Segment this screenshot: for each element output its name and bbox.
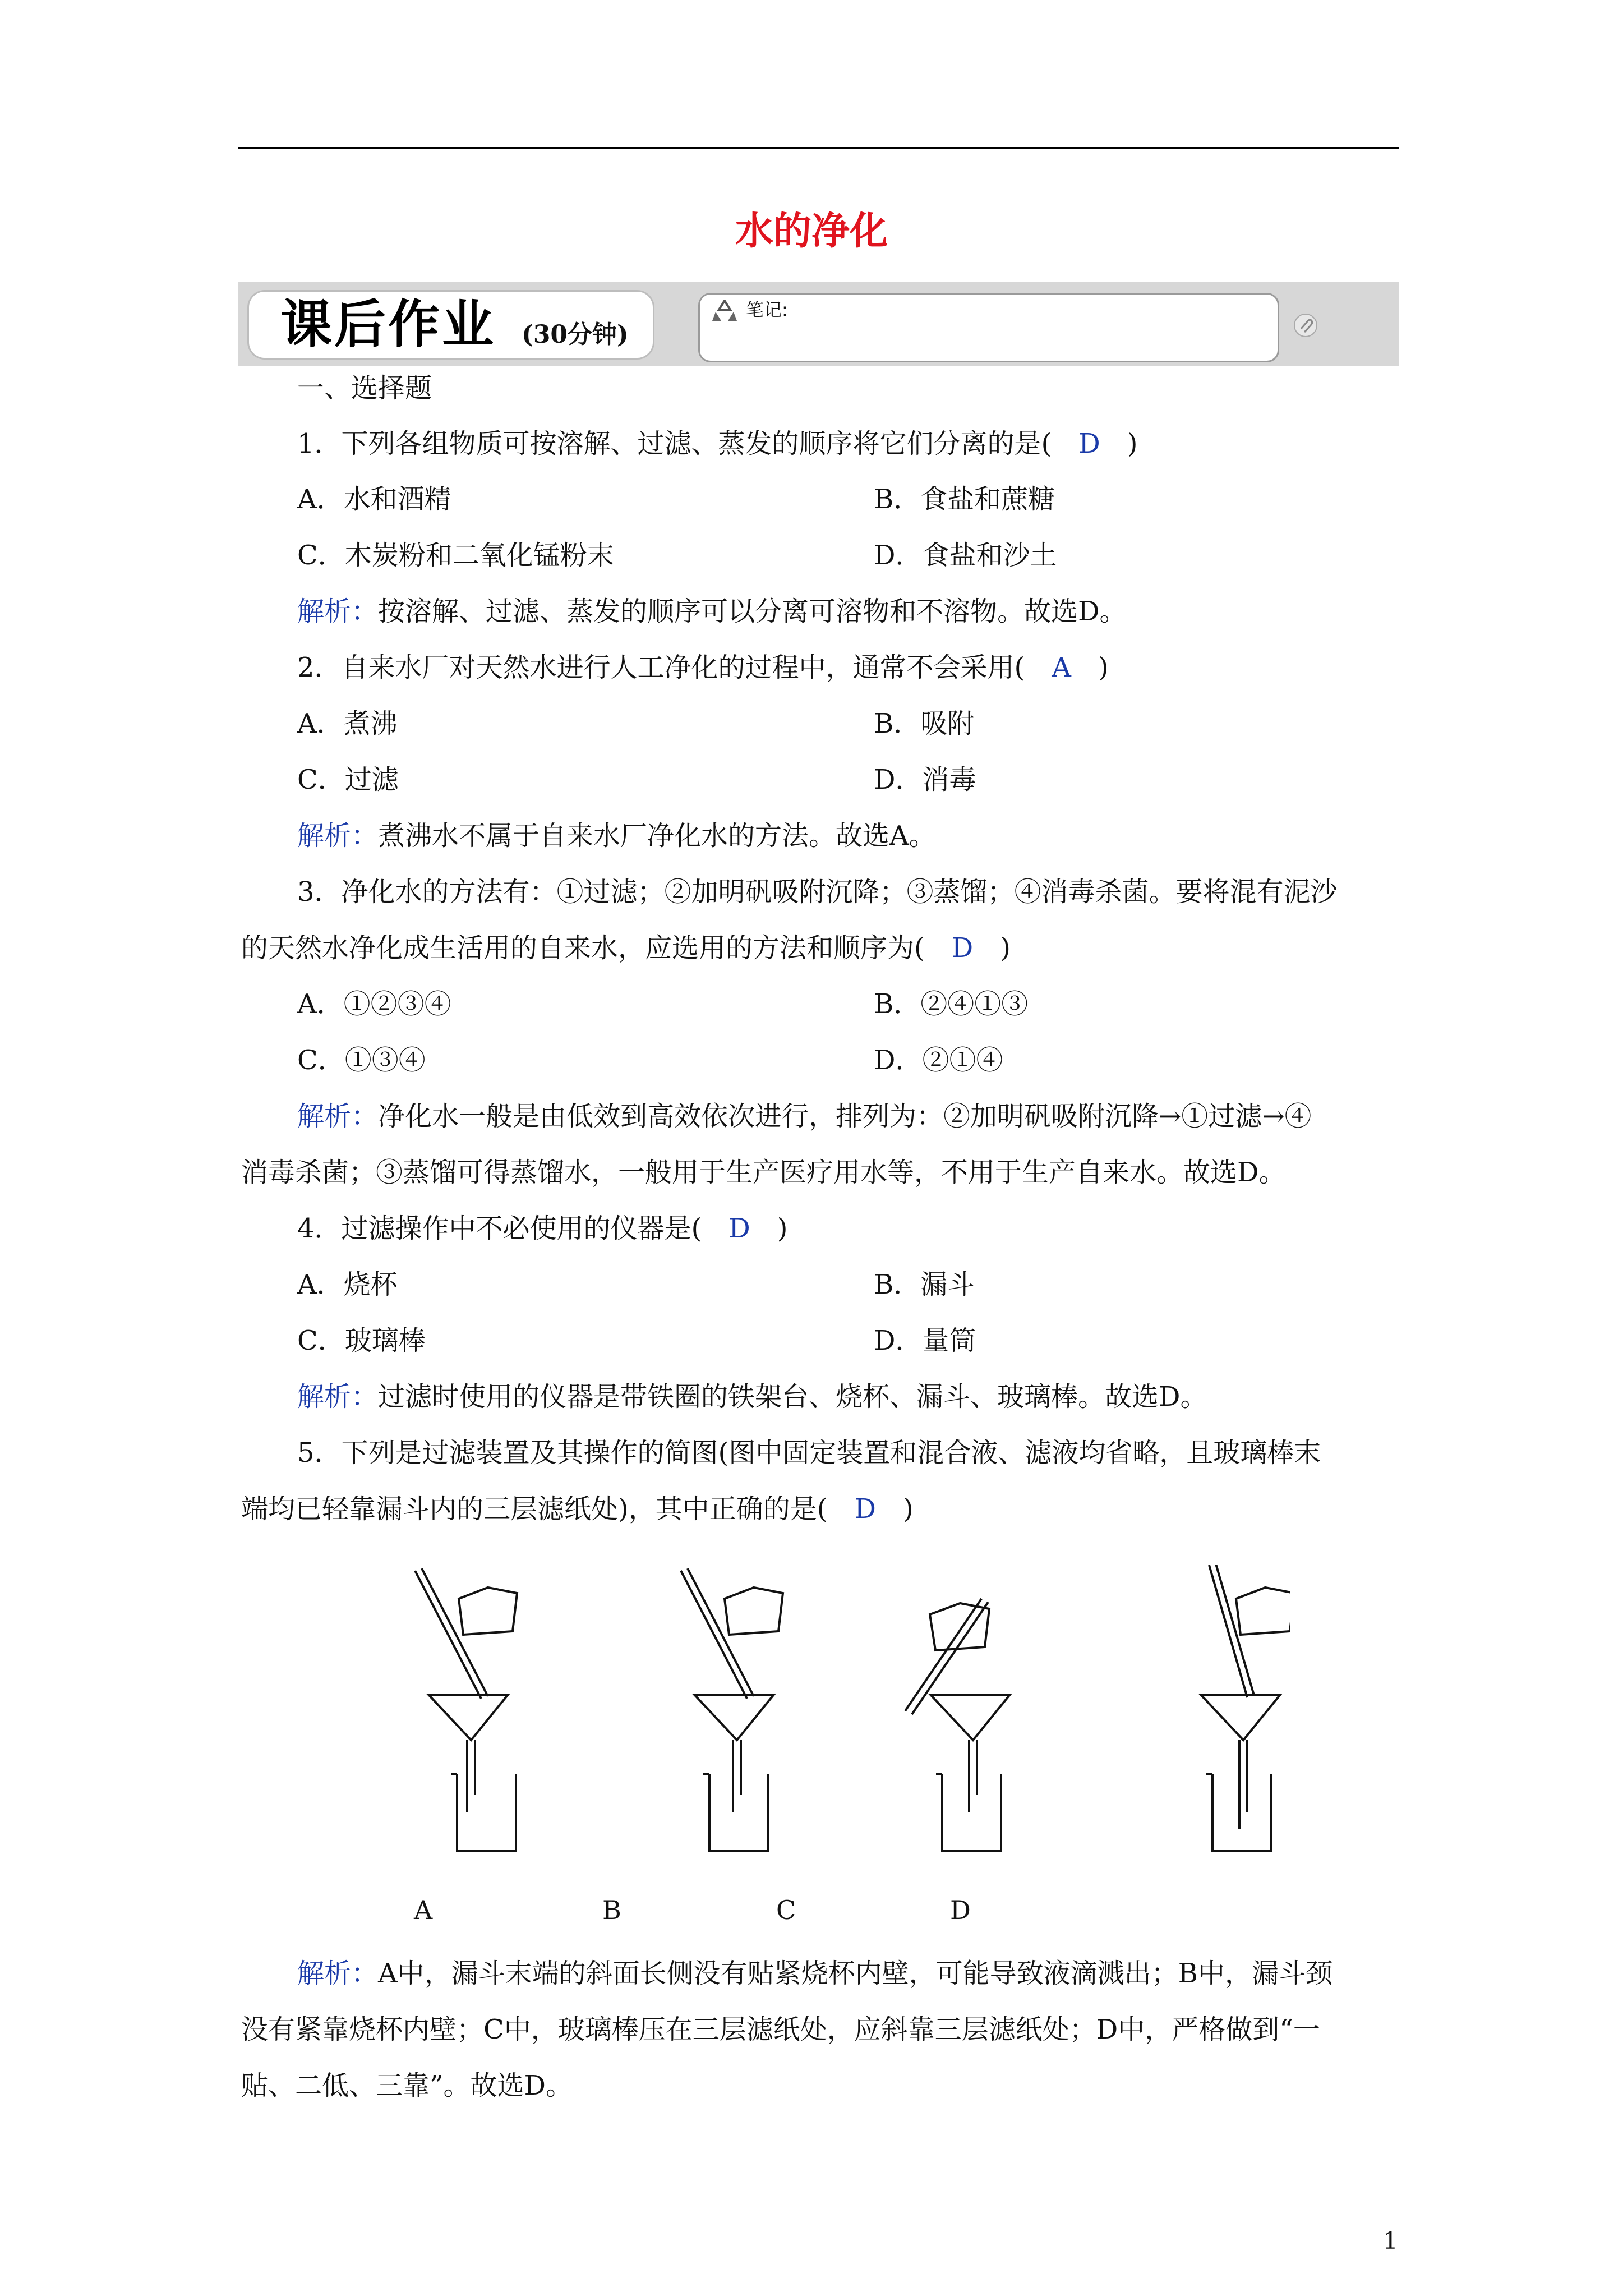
q1-stem-end: ) xyxy=(1100,428,1138,459)
q3-analysis-cont: 消毒杀菌；③蒸馏可得蒸馏水，一般用于生产医疗用水等，不用于生产自来水。故选D。 xyxy=(241,1157,1286,1188)
q2-stem-end: ) xyxy=(1071,652,1109,683)
q1-stem: 1．下列各组物质可按溶解、过滤、蒸发的顺序将它们分离的是( xyxy=(297,428,1079,459)
q1-analysis-label: 解析： xyxy=(297,596,379,627)
q3-stem-end: ) xyxy=(973,932,1011,964)
q2-stem: 2．自来水厂对天然水进行人工净化的过程中，通常不会采用( xyxy=(297,652,1052,683)
q5-stem-end: ) xyxy=(875,1493,914,1525)
q5-analysis-cont: 没有紧靠烧杯内壁；C中，玻璃棒压在三层滤纸处，应斜靠三层滤纸处；D中，严格做到“一 xyxy=(241,2014,1320,2045)
q5-analysis xyxy=(297,1960,1332,1987)
q3-option-c: C．①③④ xyxy=(297,1045,426,1076)
q4-analysis xyxy=(297,1383,1207,1410)
page-number: 1 xyxy=(1383,2227,1398,2254)
apparatus-d xyxy=(1201,1565,1290,1851)
paperclip-icon xyxy=(1292,312,1319,339)
q3-analysis xyxy=(297,1103,1311,1130)
q4-option-d: D．量筒 xyxy=(874,1325,976,1356)
q1-option-c: C．木炭粉和二氧化锰粉末 xyxy=(297,540,614,571)
question-2 xyxy=(297,654,1109,681)
apparatus-c xyxy=(905,1599,1009,1851)
q3-option-a: A．①②③④ xyxy=(297,988,451,1020)
q3-option-d: D．②①④ xyxy=(874,1045,1003,1076)
figure-label-c: C xyxy=(776,1895,796,1925)
q2-answer: A xyxy=(1052,652,1071,683)
q4-stem: 4．过滤操作中不必使用的仪器是( xyxy=(297,1213,729,1244)
q1-option-d: D．食盐和沙土 xyxy=(874,540,1057,571)
question-3-cont xyxy=(241,932,1011,964)
q2-option-d: D．消毒 xyxy=(874,764,976,795)
q4-option-b: B．漏斗 xyxy=(874,1269,975,1300)
banner-time: (30分钟) xyxy=(522,320,629,349)
apparatus-a xyxy=(415,1568,517,1851)
question-5: 5．下列是过滤装置及其操作的简图(图中固定装置和混合液、滤液均省略，且玻璃棒末 xyxy=(297,1437,1321,1469)
question-5-cont xyxy=(241,1493,914,1525)
notes-label: 笔记: xyxy=(746,299,788,320)
q5-stem2: 端均已轻靠漏斗内的三层滤纸处)，其中正确的是( xyxy=(241,1493,855,1525)
q3-stem2: 的天然水净化成生活用的自来水，应选用的方法和顺序为( xyxy=(241,932,952,964)
q2-analysis-label: 解析： xyxy=(297,820,379,852)
q1-option-a: A．水和酒精 xyxy=(297,484,451,515)
q2-option-c: C．过滤 xyxy=(297,764,399,795)
q4-option-c: C．玻璃棒 xyxy=(297,1325,426,1356)
q4-stem-end: ) xyxy=(750,1213,788,1244)
q3-answer: D xyxy=(951,932,974,964)
q2-option-b: B．吸附 xyxy=(874,708,975,739)
q2-analysis xyxy=(297,820,936,852)
header-rule xyxy=(238,147,1399,149)
figure-label-d: D xyxy=(950,1895,971,1925)
q5-analysis-label: 解析： xyxy=(297,1958,379,1989)
question-4 xyxy=(297,1215,788,1242)
recycle-icon xyxy=(711,300,738,322)
banner-title: 课后作业 xyxy=(280,295,496,355)
q1-analysis-text: 按溶解、过滤、蒸发的顺序可以分离可溶物和不溶物。故选D。 xyxy=(378,596,1127,627)
q4-option-a: A．烧杯 xyxy=(297,1269,398,1300)
q4-answer: D xyxy=(728,1213,750,1244)
q1-answer: D xyxy=(1078,428,1100,459)
section-heading: 一、选择题 xyxy=(297,372,432,404)
filtration-figure xyxy=(393,1565,1290,1879)
q5-analysis-cont2: 贴、二低、三靠”。故选D。 xyxy=(241,2070,573,2101)
q4-analysis-label: 解析： xyxy=(297,1381,379,1412)
q2-option-a: A．煮沸 xyxy=(297,708,398,739)
figure-label-a: A xyxy=(414,1895,433,1925)
q2-analysis-text: 煮沸水不属于自来水厂净化水的方法。故选A。 xyxy=(378,820,936,852)
q5-answer: D xyxy=(854,1493,876,1525)
q5-analysis-text: A中，漏斗末端的斜面长侧没有贴紧烧杯内壁，可能导致液滴溅出；B中，漏斗颈 xyxy=(378,1958,1332,1989)
q1-option-b: B．食盐和蔗糖 xyxy=(874,484,1055,515)
q3-analysis-text: 净化水一般是由低效到高效依次进行，排列为：②加明矾吸附沉降→①过滤→④ xyxy=(378,1101,1312,1132)
q3-option-b: B．②④①③ xyxy=(874,988,1029,1020)
page-title: 水的净化 xyxy=(735,209,888,254)
q1-analysis xyxy=(297,598,1127,625)
figure-label-b: B xyxy=(602,1895,621,1925)
question-1 xyxy=(297,430,1138,457)
question-3: 3．净化水的方法有：①过滤；②加明矾吸附沉降；③蒸馏；④消毒杀菌。要将混有泥沙 xyxy=(297,876,1338,908)
apparatus-b xyxy=(681,1568,783,1851)
q4-analysis-text: 过滤时使用的仪器是带铁圈的铁架台、烧杯、漏斗、玻璃棒。故选D。 xyxy=(378,1381,1207,1412)
q3-analysis-label: 解析： xyxy=(297,1101,379,1132)
